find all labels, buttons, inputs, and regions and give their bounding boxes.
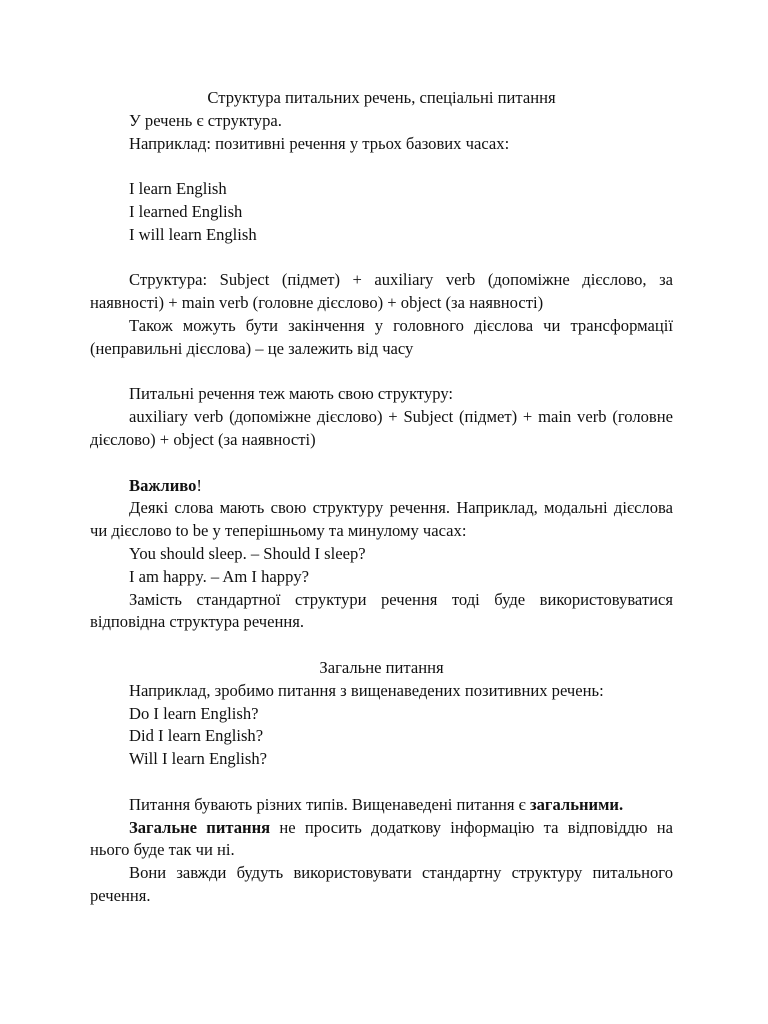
important-heading [90, 475, 673, 498]
definition-paragraph [90, 817, 673, 863]
spacer [90, 361, 673, 384]
important-label: Важливо [129, 475, 197, 495]
spacer [90, 634, 673, 657]
important-note: Замість стандартної структури речення тоді буде використовуватися відповідна структура речення. [90, 589, 673, 632]
positive-example: I will learn English [129, 224, 257, 244]
always-paragraph: Вони завжди будуть використовувати стандартну структуру питального речення. [90, 863, 673, 905]
endings-paragraph: Також можуть бути закінчення у головного дієслова чи трансформації (неправильні дієслова) – це залежить від часу [90, 315, 673, 358]
spacer [90, 155, 673, 178]
spacer [90, 452, 673, 475]
important-example: You should sleep. – Should I sleep? [129, 543, 366, 563]
types-paragraph [90, 794, 673, 817]
structure-paragraph: Структура: Subject (підмет) + auxiliary verb (допоміжне дієслово, за наявності) + main verb (головне дієслово) + object (за наявності) [90, 270, 673, 313]
general-intro: Наприклад, зробимо питання з вищенаведених позитивних речень: [129, 680, 604, 700]
types-text: Питання бувають різних типів. Вищенаведені питання є [129, 794, 530, 814]
types-bold: загальними. [529, 794, 624, 814]
section-heading: Загальне питання [319, 657, 444, 677]
intro-line-2: Наприклад: позитивні речення у трьох базових часах: [129, 133, 510, 153]
question-structure-intro: Питальні речення теж мають свою структуру: [129, 384, 454, 404]
spacer [90, 771, 673, 794]
positive-example: I learn English [129, 179, 227, 199]
question-structure-formula: auxiliary verb (допоміжне дієслово) + Subject (підмет) + main verb (головне дієслово) + object (за наявності) [90, 407, 673, 449]
question-example: Will I learn English? [129, 749, 268, 769]
question-example: Did I learn English? [129, 726, 264, 746]
important-example: I am happy. – Am I happy? [129, 566, 310, 586]
intro-line-1: У речень є структура. [129, 110, 282, 130]
spacer [90, 247, 673, 270]
question-example: Do I learn English? [129, 703, 259, 723]
document-page [90, 87, 673, 908]
important-paragraph: Деякі слова мають свою структуру речення. Наприклад, модальні дієслова чи дієслово to be у теперішньому та минулому часах: [90, 498, 673, 541]
important-mark: ! [196, 475, 202, 495]
page-title: Структура питальних речень, спеціальні питання [207, 88, 556, 107]
definition-text: не просить додаткову інформацію та відповіддю на нього буде так чи ні. [90, 817, 673, 860]
positive-example: I learned English [129, 201, 243, 221]
definition-term: Загальне питання [129, 817, 271, 837]
